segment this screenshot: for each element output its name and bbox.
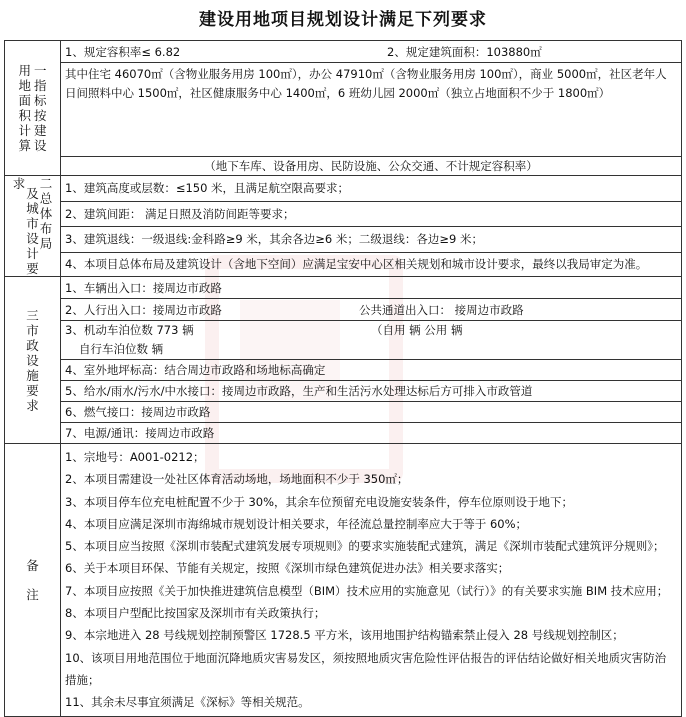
section-label-col [18,63,31,153]
label-char: 市 [26,216,39,231]
label-char: 按 [34,108,47,123]
label-char: 三 [26,307,39,323]
remark-item: 11、其余未尽事宜须满足《深标》等相关规范。 [65,695,310,710]
remarks-cell [61,444,682,717]
layout-item: 4、本项目总体布局及建筑设计（含地下空间）应满足宝安中心区相关规划和城市设计要求，最终以我局审定为准。 [61,252,682,276]
label-char: 计 [26,246,39,261]
area-detail-cell: 其中住宅 46070㎡（含物业服务用房 100㎡），办公 47910㎡（含物业服务用房 100㎡），商业 5000㎡，社区老年人日间照料中心 1500㎡，社区健康服务中心 1400㎡，6 班幼儿园 2000㎡（独立占地面积不少于 1800㎡） [61,63,682,157]
far-text: 1、规定容积率≤ 6.82 [65,44,181,59]
table-row [5,423,682,444]
label-char: 计 [18,123,31,138]
section-label-col [26,176,39,276]
label-char: 设 [26,231,39,246]
label-char: 施 [26,367,39,383]
layout-item: 3、建筑退线：一级退线:金科路≥9 米，其余各边≥6 米；二级退线：各边≥9 米； [61,227,682,253]
label-char: 标 [34,93,47,108]
table-row [5,157,682,176]
vehicle-entrance: 1、车辆出入口：接周边市政路 [61,277,682,299]
water-item: 5、给水/雨水/污水/中水接口：接周边市政路，生产和生活污水处理达标后方可排入市政管道 [61,381,682,402]
remark-item: 4、本项目应满足深圳市海绵城市规划设计相关要求，年径流总量控制率应大于等于 60%； [65,516,528,531]
label-char: 用 [18,63,31,78]
label-char: 算 [18,138,31,153]
label-char: 政 [26,337,39,353]
parking-row [61,321,682,340]
table-row [5,444,682,717]
label-char: 总 [39,191,53,206]
label-char: 建 [34,123,47,138]
label-char: 市 [26,322,39,338]
power-item: 7、电源/通讯：接周边市政路 [61,423,682,444]
label-char: 求 [26,397,39,413]
remark-item: 5、本项目应当按照《深圳市装配式建筑发展专项规则》的要求实施装配式建筑，满足《深圳市装配式建筑评分规则》； [65,539,665,554]
elevation-item: 4、室外地坪标高：结合周边市政路和场地标高确定 [61,360,682,381]
remark-item: 10、该项目用地范围位于地面沉降地质灾害易发区，须按照地质灾害危险性评估报告的评估结论做好相关地质灾害防治措施； [65,650,667,687]
page-title: 建设用地项目规划设计满足下列要求 [199,10,487,30]
remark-item: 3、本项目停车位充电桩配置不少于 30%，其余车位预留充电设施安装条件，停车位原则设于地下； [65,494,574,509]
motor-parking: 3、机动车泊位数 773 辆 [65,323,194,338]
remark-item: 7、本项目应按照《关于加快推进建筑信息模型（BIM）技术应用的实施意见（试行）》的有关要求实施 BIM 技术应用； [65,583,669,598]
label-char: 要 [26,261,39,276]
public-passage: 公共通道出入口： 接周边市政路 [359,302,524,317]
requirements-table [4,40,682,717]
table-row [5,381,682,402]
remark-item: 9、本宗地进入 28 号线规划控制预警区 1728.5 平方米，该用地围护结构锚索禁止侵入 28 号线规划控制区； [65,628,624,643]
table-row [5,41,682,63]
table-row [5,277,682,299]
label-char: 及 [26,186,39,201]
label-char: 要 [26,382,39,398]
label-char: 一 [34,63,47,78]
label-char: 地 [18,78,31,93]
section-label-col [13,176,26,276]
layout-item: 2、建筑间距： 满足日照及消防间距等要求； [61,201,682,227]
remarks-list [65,446,677,714]
gas-item: 6、燃气接口：接周边市政路 [61,402,682,423]
label-char: 求 [12,176,26,191]
far-cell [61,41,682,63]
label-char: 设 [26,352,39,368]
label-char: 注 [26,586,39,602]
section-label-indicators [5,41,61,176]
table-row [5,176,682,202]
pedestrian-entrance: 2、人行出入口：接周边市政路 [65,302,222,317]
section-label-col [26,308,39,413]
section-label-municipal [5,277,61,444]
table-row [5,340,682,360]
table-row [5,201,682,227]
table-row [5,63,682,157]
section-label-remarks [5,444,61,717]
bike-parking: 自行车泊位数 辆 [61,340,682,360]
label-char: 指 [34,78,47,93]
pedestrian-row [61,299,682,321]
table-row [5,402,682,423]
section-label-layout [5,176,61,277]
label-char: 二 [39,176,53,191]
section-label-col [26,558,39,602]
table-row [5,227,682,253]
remark-item: 2、本项目需建设一处社区体育活动场地，场地面积不少于 350㎡； [65,472,409,487]
table-row [5,252,682,276]
layout-item: 1、建筑高度或层数：≤150 米，且满足航空限高要求； [61,176,682,202]
label-char: 面 [18,93,31,108]
motor-own-public: （自用 辆 公用 辆 [371,323,463,338]
label-char: 设 [34,138,47,153]
section-label-col [40,176,53,276]
remark-item: 8、本项目户型配比按国家及深圳市有关政策执行； [65,606,326,621]
label-char: 布 [39,221,53,236]
label-char: 体 [39,206,53,221]
table-row [5,299,682,321]
table-row [5,321,682,340]
area-note-cell: （地下车库、设备用房、民防设施、公众交通、不计规定容积率） [61,157,682,176]
section-label-col [34,63,47,153]
table-row [5,360,682,381]
label-char: 积 [18,108,31,123]
remark-item: 6、关于本项目环保、节能有关规定，按照《深圳市绿色建筑促进办法》相关要求落实； [65,561,510,576]
label-char: 局 [39,236,53,251]
label-char: 城 [26,201,39,216]
remark-item: 1、宗地号：A001-0212； [65,450,205,464]
label-char: 备 [26,557,39,573]
area-text: 2、规定建筑面积：103880㎡ [387,44,542,59]
